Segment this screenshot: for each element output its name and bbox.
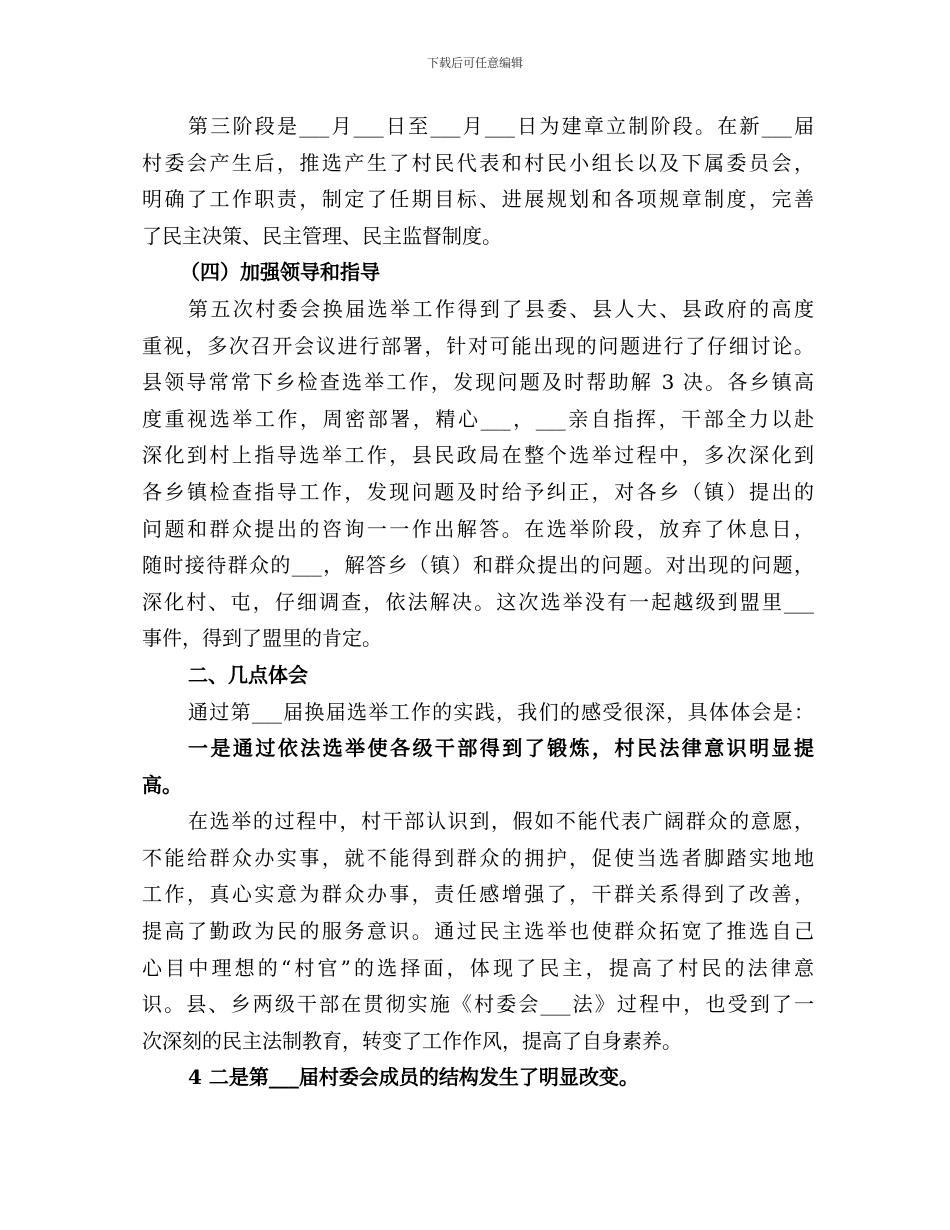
text-line: 重视，多次召开会议进行部署，针对可能出现的问题进行了仔细讨论。 bbox=[142, 333, 814, 358]
text-line: 次深刻的民主法制教育，转变了工作作风，提高了自身素养。 bbox=[142, 1028, 682, 1053]
text-line: 深化村、屯，仔细调查，依法解决。这次选举没有一起越级到盟里___ bbox=[142, 589, 814, 614]
text-line: 事件，得到了盟里的肯定。 bbox=[142, 626, 382, 651]
text-line: 提高了勤政为民的服务意识。通过民主选举也使群众拓宽了推选自己 bbox=[142, 919, 814, 944]
text-line: 明确了工作职责，制定了任期目标、进展规划和各项规章制度，完善 bbox=[142, 187, 814, 212]
text-line: 高。 bbox=[142, 772, 182, 797]
text-line: 度重视选举工作，周密部署，精心___，___亲自指挥，干部全力以赴 bbox=[142, 406, 814, 431]
text-line: 一是通过依法选举使各级干部得到了锻炼，村民法律意识明显提 bbox=[188, 736, 814, 761]
text-line: 工作，真心实意为群众办事，责任感增强了，干群关系得到了改善， bbox=[142, 882, 814, 907]
text-line: 各乡镇检查指导工作，发现问题及时给予纠正，对各乡（镇）提出的 bbox=[142, 479, 814, 504]
text-line: 心目中理想的“村官”的选择面，体现了民主，提高了村民的法律意 bbox=[142, 955, 814, 980]
text-line: 问题和群众提出的咨询一一作出解答。在选举阶段，放弃了休息日， bbox=[142, 516, 814, 541]
text-line: （四）加强领导和指导 bbox=[180, 260, 380, 285]
text-line: 村委会产生后，推选产生了村民代表和村民小组长以及下属委员会， bbox=[142, 150, 814, 175]
text-line: 识。县、乡两级干部在贯彻实施《村委会___法》过程中，也受到了一 bbox=[142, 992, 814, 1017]
text-line: 县领导常常下乡检查选举工作，发现问题及时帮助解 3 决。各乡镇高 bbox=[142, 370, 814, 395]
text-line: 第五次村委会换届选举工作得到了县委、县人大、县政府的高度 bbox=[188, 296, 814, 321]
text-line: 二、几点体会 bbox=[188, 662, 308, 687]
text-line: 4 二是第___届村委会成员的结构发生了明显改变。 bbox=[188, 1065, 639, 1090]
text-line: 深化到村上指导选举工作，县民政局在整个选举过程中，多次深化到 bbox=[142, 443, 814, 468]
text-line: 了民主决策、民主管理、民主监督制度。 bbox=[142, 223, 502, 248]
text-line: 在选举的过程中，村干部认识到，假如不能代表广阔群众的意愿， bbox=[188, 809, 814, 834]
text-line: 不能给群众办实事，就不能得到群众的拥护，促使当选者脚踏实地地 bbox=[142, 845, 814, 870]
document-body bbox=[142, 108, 814, 1096]
page-header: 下载后可任意编辑 bbox=[426, 56, 523, 70]
text-line: 随时接待群众的___，解答乡（镇）和群众提出的问题。对出现的问题， bbox=[142, 553, 814, 578]
text-line: 第三阶段是___月___日至___月___日为建章立制阶段。在新___届 bbox=[188, 114, 814, 138]
text-line: 通过第___届换届选举工作的实践，我们的感受很深，具体体会是： bbox=[188, 699, 814, 724]
